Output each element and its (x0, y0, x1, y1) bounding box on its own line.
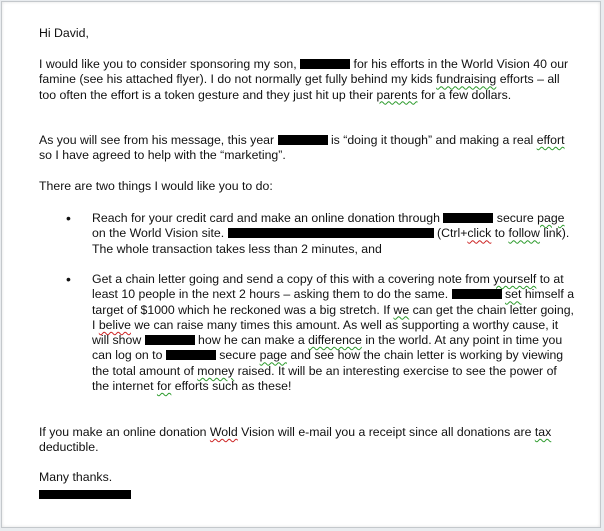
bullet-item-1: • Reach for your credit card and make an online donation through secure page on the World Vision site. (Ctrl+click to follow link). The whole transaction takes less than 2 minutes, and (66, 210, 570, 256)
closing: Many thanks. (39, 470, 113, 484)
paragraph-3: There are two things I would like you to do: (39, 179, 273, 193)
redacted-name (300, 59, 350, 69)
redacted-link[interactable] (166, 350, 216, 360)
bullet-icon: • (66, 210, 71, 226)
bullet-icon: • (66, 271, 71, 287)
redacted-name (452, 289, 502, 299)
redacted-name (145, 335, 195, 345)
greeting: Hi David, (39, 26, 89, 40)
redacted-signature (39, 490, 131, 499)
paragraph-2: As you will see from his message, this year is “doing it though” and making a real effort so I have agreed to help with the “marketing”. (39, 133, 565, 163)
redacted-name (443, 213, 493, 223)
paragraph-4: If you make an online donation Wold Vision will e-mail you a receipt since all donations are tax deductible. (39, 425, 552, 455)
bullet-item-2: • Get a chain letter going and send a copy of this with a covering note from yourself to at least 10 people in the next 2 hours – asking them to do the same. set himself a target of $1000 which he reckoned was a big stretch. If we can get the chain letter going, I belive we can raise many times this amount. As well as supporting a worthy cause, it will show how he can make a difference in the world. At any point in time you can log on to secure page and see how the chain letter is working by viewing the total amount of money raised. It will be an interesting exercise to see the power of the internet for efforts such as these! (66, 271, 575, 394)
paragraph-1: I would like you to consider sponsoring my son, for his efforts in the World Vision 40 our famine (see his attached flyer). I do not normally get fully behind my kids fundraising efforts – all too often the effort is a token gesture and they just hit up their parents for a few dollars. (39, 57, 569, 102)
redacted-link[interactable] (228, 228, 434, 238)
redacted-name (278, 135, 328, 145)
document-page (1, 1, 601, 528)
